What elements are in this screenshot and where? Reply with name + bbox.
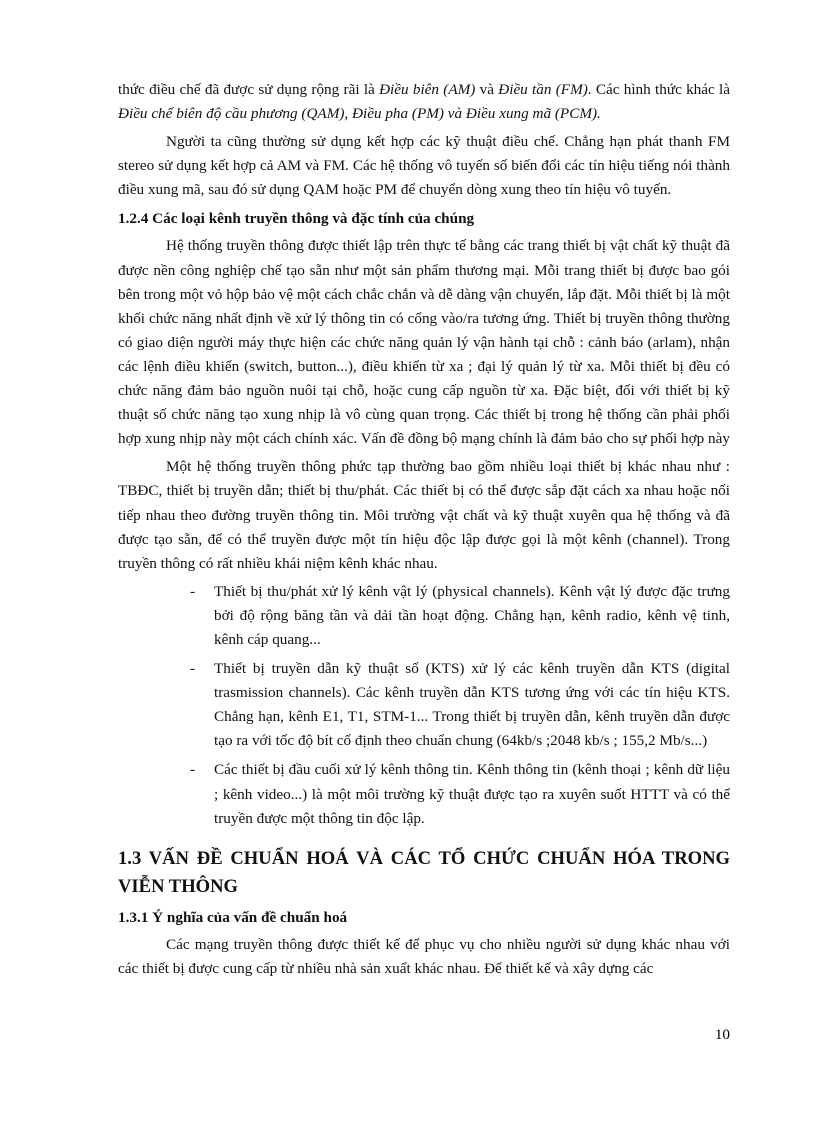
- list-item: [190, 580, 730, 652]
- list-item: [190, 657, 730, 753]
- page-number: 10: [714, 1026, 730, 1043]
- heading-1-3: 1.3 VẤN ĐỀ CHUẨN HOÁ VÀ CÁC TỔ CHỨC CHUẨN HÓA TRONG VIỄN THÔNG: [118, 847, 730, 897]
- paragraph-modulation-types: [118, 78, 730, 126]
- text-run: và: [475, 81, 499, 98]
- list-item-text: Thiết bị truyền dẫn kỹ thuật số (KTS) xử lý các kênh truyền dẫn KTS (digital trasmission channels). Các kênh truyền dẫn KTS tương ứng với các tín hiệu KTS. Chẳng hạn, kênh E1, T1, STM-1... Trong thiết bị truyền dẫn, kênh truyền dẫn được tạo ra với tốc độ bít cố định theo chuẩn chung (64kb/s ;2048 kb/s ; 155,2 Mb/s...): [214, 660, 730, 750]
- term-qam-pm-pcm: Điều chế biên độ cầu phương (QAM), Điều pha (PM) và Điều xung mã (PCM).: [118, 105, 601, 123]
- dash-marker: -: [190, 660, 196, 678]
- term-am: Điều biên (AM): [379, 81, 476, 98]
- dash-marker: -: [190, 582, 196, 600]
- paragraph-equipment: Hệ thống truyền thông được thiết lập trên thực tế bằng các trang thiết bị vật chất kỹ thuật đã được nền công nghiệp chế tạo sẵn như một sản phẩm thương mại. Mỗi trang thiết bị được bao gói bên trong một vỏ hộp bảo vệ một cách chắc chắn và dễ dàng vận chuyển, lắp đặt. Mỗi thiết bị là một khối chức năng nhất định về xử lý thông tin có cổng vào/ra tương ứng. Thiết bị truyền thông thường có giao diện người máy thực hiện các chức năng quản lý vận hành tại chỗ : cảnh báo (arlam), nhận các lệnh điều khiển (switch, button...), điều khiển từ xa ; đại lý quản lý từ xa. Mỗi thiết bị đều có chức năng đảm bảo nguồn nuôi tại chỗ, hoặc cung cấp nguồn từ xa. Đặc biệt, đối với thiết bị kỹ thuật số chức năng tạo xung nhịp là vô cùng quan trọng. Các thiết bị trong hệ thống cần phải phối hợp xung nhịp này một cách chính xác. Vấn đề đồng bộ mạng chính là đảm bảo cho sự phối hợp này: [118, 237, 730, 448]
- term-fm: Điều tần (FM): [498, 81, 588, 98]
- heading-1-2-4: 1.2.4 Các loại kênh truyền thông và đặc tính của chúng: [118, 210, 475, 228]
- heading-1-3-1: 1.3.1 Ý nghĩa của vấn đề chuẩn hoá: [118, 908, 348, 926]
- list-item-text: Thiết bị thu/phát xử lý kênh vật lý (physical channels). Kênh vật lý được đặc trưng bởi độ rộng băng tần và dải tần hoạt động. Chẳng hạn, kênh radio, kênh vệ tinh, kênh cáp quang...: [214, 582, 730, 648]
- list-item-text: Các thiết bị đầu cuối xử lý kênh thông tin. Kênh thông tin (kênh thoại ; kênh dữ liệu ; kênh video...) là một môi trường kỹ thuật được tạo ra xuyên suốt HTTT và có thể truyền được một thông tin độc lập.: [214, 761, 730, 827]
- list-item: [190, 758, 730, 830]
- paragraph-combined-modulation: Người ta cũng thường sử dụng kết hợp các kỹ thuật điều chế. Chẳng hạn phát thanh FM stereo sử dụng kết hợp cả AM và FM. Các hệ thống vô tuyến số biến đổi các tín hiệu tiếng nói thành điều xung mã, sau đó sử dụng QAM hoặc PM để chuyển dòng xung theo tín hiệu vô tuyến.: [118, 133, 730, 199]
- dash-marker: -: [190, 761, 196, 779]
- paragraph-standardization: Các mạng truyền thông được thiết kế để phục vụ cho nhiều người sử dụng khác nhau với các thiết bị được cung cấp từ nhiều nhà sản xuất khác nhau. Để thiết kế và xây dựng các: [118, 935, 730, 977]
- text-run: thức điều chế đã được sử dụng rộng rãi là: [118, 81, 380, 98]
- text-run: . Các hình thức khác là: [587, 81, 730, 98]
- paragraph-channel-definition: Một hệ thống truyền thông phức tạp thường bao gồm nhiều loại thiết bị khác nhau như : TBĐC, thiết bị truyền dẫn; thiết bị thu/phát. Các thiết bị có thể được sắp đặt cách xa nhau hoặc nối tiếp nhau theo đường truyền thông tin. Môi trường vật chất và kỹ thuật xuyên qua hệ thống và đã được tạo sẵn, để có thể truyền được một tín hiệu độc lập được gọi là một kênh (channel). Trong truyền thông có rất nhiều khái niệm kênh khác nhau.: [118, 458, 730, 572]
- channel-list: [118, 580, 730, 831]
